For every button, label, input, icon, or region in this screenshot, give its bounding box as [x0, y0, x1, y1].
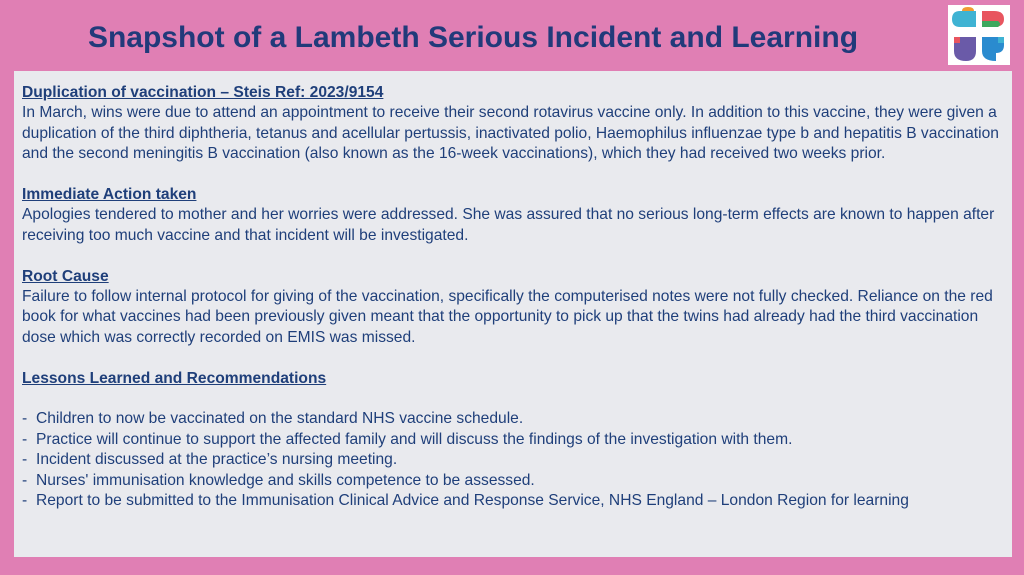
bullet-marker: -: [22, 492, 28, 510]
incident-heading: Duplication of vaccination – Steis Ref: 2023/9154: [22, 84, 384, 101]
lesson-text: Nurses' immunisation knowledge and skills competence to be assessed.: [36, 471, 535, 489]
list-item: [22, 409, 1004, 429]
action-heading: Immediate Action taken: [22, 186, 197, 204]
four-petal-logo-icon: [948, 5, 1010, 65]
incident-panel: [14, 71, 1012, 557]
organisation-logo: [948, 5, 1010, 65]
bullet-marker: -: [22, 451, 28, 469]
list-item: [22, 450, 1004, 470]
root-cause-heading: Root Cause: [22, 267, 109, 285]
lesson-text: Incident discussed at the practice’s nursing meeting.: [36, 451, 398, 469]
bullet-marker: -: [22, 430, 28, 448]
lesson-text: Practice will continue to support the affected family and will discuss the findings of the investigation with them.: [36, 430, 793, 448]
lessons-heading: Lessons Learned and Recommendations: [22, 369, 327, 387]
bullet-marker: -: [22, 471, 28, 489]
lesson-text: Report to be submitted to the Immunisation Clinical Advice and Response Service, NHS England – London Region for learning: [36, 492, 909, 510]
slide-title: Snapshot of a Lambeth Serious Incident and Learning: [87, 21, 859, 54]
bullet-marker: -: [22, 410, 28, 428]
list-item: [22, 430, 1004, 450]
root-cause-body: Failure to follow internal protocol for giving of the vaccination, specifically the computerised notes were not fully checked. Reliance on the red book for what vaccines had been previously given meant that the opportunity to pick up that the twins had already had the third vaccination dose which was correctly recorded on EMIS was missed.: [22, 288, 993, 346]
lesson-text: Children to now be vaccinated on the standard NHS vaccine schedule.: [36, 410, 524, 428]
action-body: Apologies tendered to mother and her worries were addressed. She was assured that no serious long-term effects are known to happen after receiving too much vaccine and that incident will be investigated.: [22, 206, 995, 244]
incident-body: In March, wins were due to attend an appointment to receive their second rotavirus vaccine only. In addition to this vaccine, they were given a duplication of the third diphtheria, tetanus and acellular pertussis, inactivated polio, Haemophilus influenzae type b and hepatitis B vaccination and the second meningitis B vaccination (also known as the 16-week vaccinations), which they had received two weeks prior.: [22, 104, 999, 163]
list-item: [22, 491, 1004, 511]
list-item: [22, 471, 1004, 491]
